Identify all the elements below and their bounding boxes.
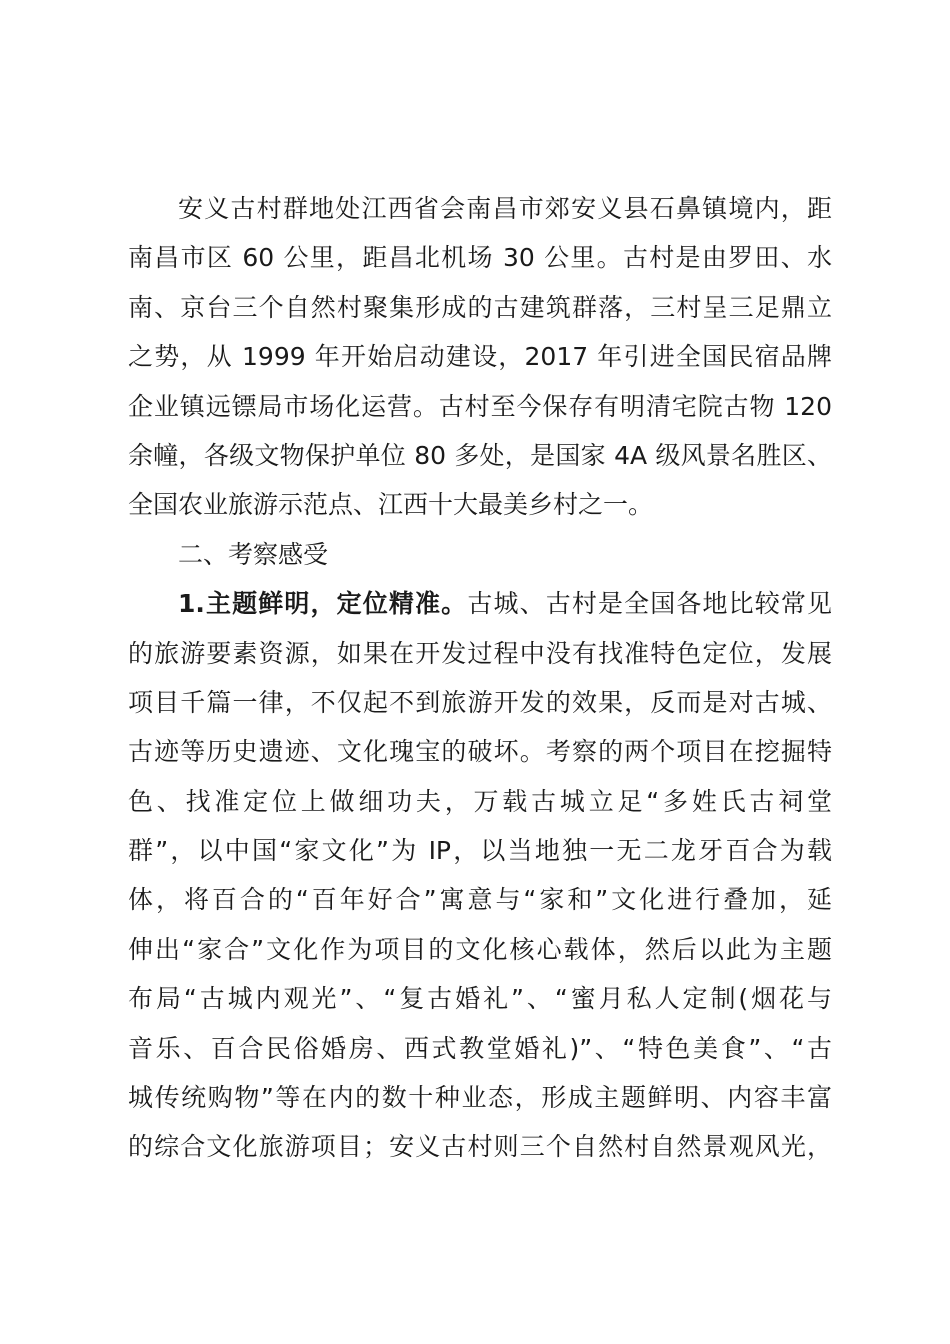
text-line: 项目千篇一律，不仅起不到旅游开发的效果，反而是对古城、 xyxy=(128,687,832,717)
text-line: 全国农业旅游示范点、江西十大最美乡村之一。 xyxy=(128,490,654,520)
text-line: 音乐、百合民俗婚房、西式教堂婚礼)”、“特色美食”、“古 xyxy=(128,1033,832,1063)
text-line: 之势，从 1999 年开始启动建设，2017 年引进全国民宿品牌 xyxy=(128,342,832,372)
text-line: 南昌市区 60 公里，距昌北机场 30 公里。古村是由罗田、水 xyxy=(128,243,832,273)
paragraph-village-intro xyxy=(128,184,832,530)
section-heading: 二、考察感受 xyxy=(178,539,329,569)
text-line: 体，将百合的“百年好合”寓意与“家和”文化进行叠加，延 xyxy=(128,885,832,915)
text-line: 企业镇远镖局市场化运营。古村至今保存有明清宅院古物 120 xyxy=(128,391,832,421)
text-line: 色、找准定位上做细功夫，万载古城立足“多姓氏古祠堂 xyxy=(128,786,832,816)
paragraph-theme-positioning xyxy=(128,579,832,1172)
lead-line-rest: 古城、古村是全国各地比较常见 xyxy=(467,589,832,619)
text-line xyxy=(128,579,832,628)
text-line: 布局“古城内观光”、“复古婚礼”、“蜜月私人定制(烟花与 xyxy=(128,984,832,1014)
text-line: 余幢，各级文物保护单位 80 多处，是国家 4A 级风景名胜区、 xyxy=(128,440,832,470)
document-page xyxy=(128,184,832,1172)
text-line: 的旅游要素资源，如果在开发过程中没有找准特色定位，发展 xyxy=(128,638,832,668)
text-line: 南、京台三个自然村聚集形成的古建筑群落，三村呈三足鼎立 xyxy=(128,292,832,322)
bold-lead-text: 1.主题鲜明，定位精准。 xyxy=(178,589,468,619)
text-line: 的综合文化旅游项目；安义古村则三个自然村自然景观风光， xyxy=(128,1132,832,1162)
text-line: 古迹等历史遗迹、文化瑰宝的破坏。考察的两个项目在挖掘特 xyxy=(128,737,832,767)
text-line: 伸出“家合”文化作为项目的文化核心载体，然后以此为主题 xyxy=(128,934,832,964)
text-line: 城传统购物”等在内的数十种业态，形成主题鲜明、内容丰富 xyxy=(128,1083,832,1113)
text-line: 安义古村群地处江西省会南昌市郊安义县石鼻镇境内，距 xyxy=(178,194,832,223)
text-line: 群”，以中国“家文化”为 IP，以当地独一无二龙牙百合为载 xyxy=(128,836,832,866)
